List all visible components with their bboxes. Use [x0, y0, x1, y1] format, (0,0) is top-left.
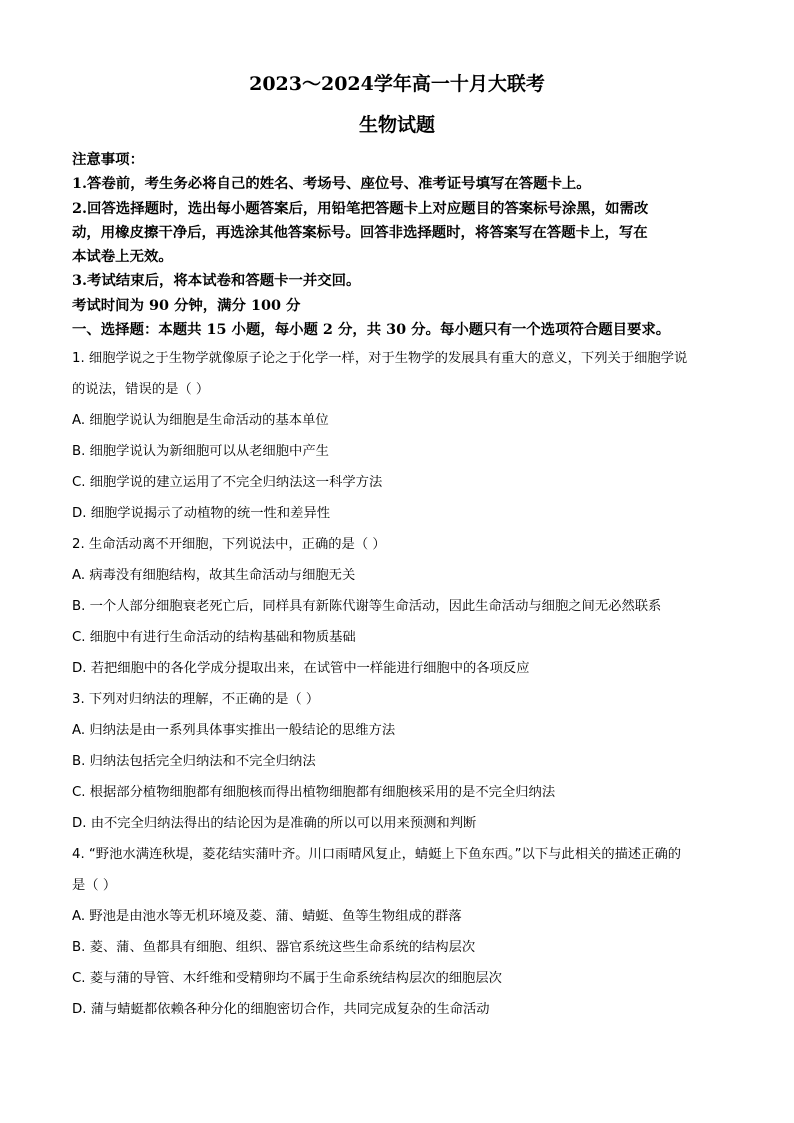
- notice-item-2-line-2: 动，用橡皮擦干净后，再选涂其他答案标号。回答非选择题时，将答案写在答题卡上，写在: [72, 223, 648, 241]
- exam-subject: 生物试题: [358, 114, 435, 136]
- exam-title: 2023～2024学年高一十月大联考: [249, 73, 545, 95]
- question-stem: 4. “野池水满连秋堤，菱花结实蒲叶齐。川口雨晴风复止，蜻蜓上下鱼东西。”以下与此相关的描述正确的: [72, 847, 682, 862]
- option-a: A. 病毒没有细胞结构，故其生命活动与细胞无关: [72, 568, 356, 583]
- question-stem: 3. 下列对归纳法的理解，不正确的是（ ）: [72, 692, 320, 707]
- option-d: D. 蒲与蜻蜓都依赖各种分化的细胞密切合作，共同完成复杂的生命活动: [72, 1002, 490, 1017]
- option-c: C. 细胞学说的建立运用了不完全归纳法这一科学方法: [72, 475, 383, 490]
- question-list: [72, 343, 732, 1025]
- question-stem: 2. 生命活动离不开细胞，下列说法中，正确的是（ ）: [72, 537, 386, 552]
- option-b: B. 菱、蒲、鱼都具有细胞、组织、器官系统这些生命系统的结构层次: [72, 940, 476, 955]
- question-1: [72, 343, 732, 529]
- section-heading: 一、选择题：本题共 15 小题，每小题 2 分，共 30 分。每小题只有一个选项符合题目要求。: [72, 321, 671, 339]
- question-3: [72, 684, 732, 839]
- notice-item-2-line-3: 本试卷上无效。: [72, 248, 173, 266]
- question-2: [72, 529, 732, 684]
- option-c: C. 菱与蒲的导管、木纤维和受精卵均不属于生命系统结构层次的细胞层次: [72, 971, 502, 986]
- question-stem: 是（ ）: [72, 878, 117, 893]
- option-c: C. 根据部分植物细胞都有细胞核而得出植物细胞都有细胞核采用的是不完全归纳法: [72, 785, 556, 800]
- option-b: B. 一个人部分细胞衰老死亡后，同样具有新陈代谢等生命活动，因此生命活动与细胞之间无必然联系: [72, 599, 662, 614]
- question-stem: 的说法，错误的是（ ）: [72, 382, 210, 397]
- exam-time: 考试时间为 90 分钟，满分 100 分: [72, 296, 301, 314]
- option-c: C. 细胞中有进行生命活动的结构基础和物质基础: [72, 630, 356, 645]
- question-4: [72, 839, 732, 1025]
- option-b: B. 归纳法包括完全归纳法和不完全归纳法: [72, 754, 316, 769]
- exam-notice: [72, 148, 722, 342]
- question-stem: 1. 细胞学说之于生物学就像原子论之于化学一样，对于生物学的发展具有重大的意义，下列关于细胞学说: [72, 351, 688, 366]
- option-a: A. 细胞学说认为细胞是生命活动的基本单位: [72, 413, 329, 428]
- option-d: D. 细胞学说揭示了动植物的统一性和差异性: [72, 506, 331, 521]
- option-d: D. 若把细胞中的各化学成分提取出来，在试管中一样能进行细胞中的各项反应: [72, 661, 530, 676]
- option-b: B. 细胞学说认为新细胞可以从老细胞中产生: [72, 444, 329, 459]
- notice-heading: 注意事项：: [72, 151, 144, 168]
- notice-item-1: 1.答卷前，考生务必将自己的姓名、考场号、座位号、准考证号填写在答题卡上。: [72, 175, 591, 193]
- option-d: D. 由不完全归纳法得出的结论因为是准确的所以可以用来预测和判断: [72, 816, 477, 831]
- notice-item-2-line-1: 2.回答选择题时，选出每小题答案后，用铅笔把答题卡上对应题目的答案标号涂黑，如需改: [72, 199, 649, 217]
- option-a: A. 野池是由池水等无机环境及菱、蒲、蜻蜓、鱼等生物组成的群落: [72, 909, 462, 924]
- notice-item-3: 3.考试结束后，将本试卷和答题卡一并交回。: [72, 272, 361, 290]
- option-a: A. 归纳法是由一系列具体事实推出一般结论的思维方法: [72, 723, 396, 738]
